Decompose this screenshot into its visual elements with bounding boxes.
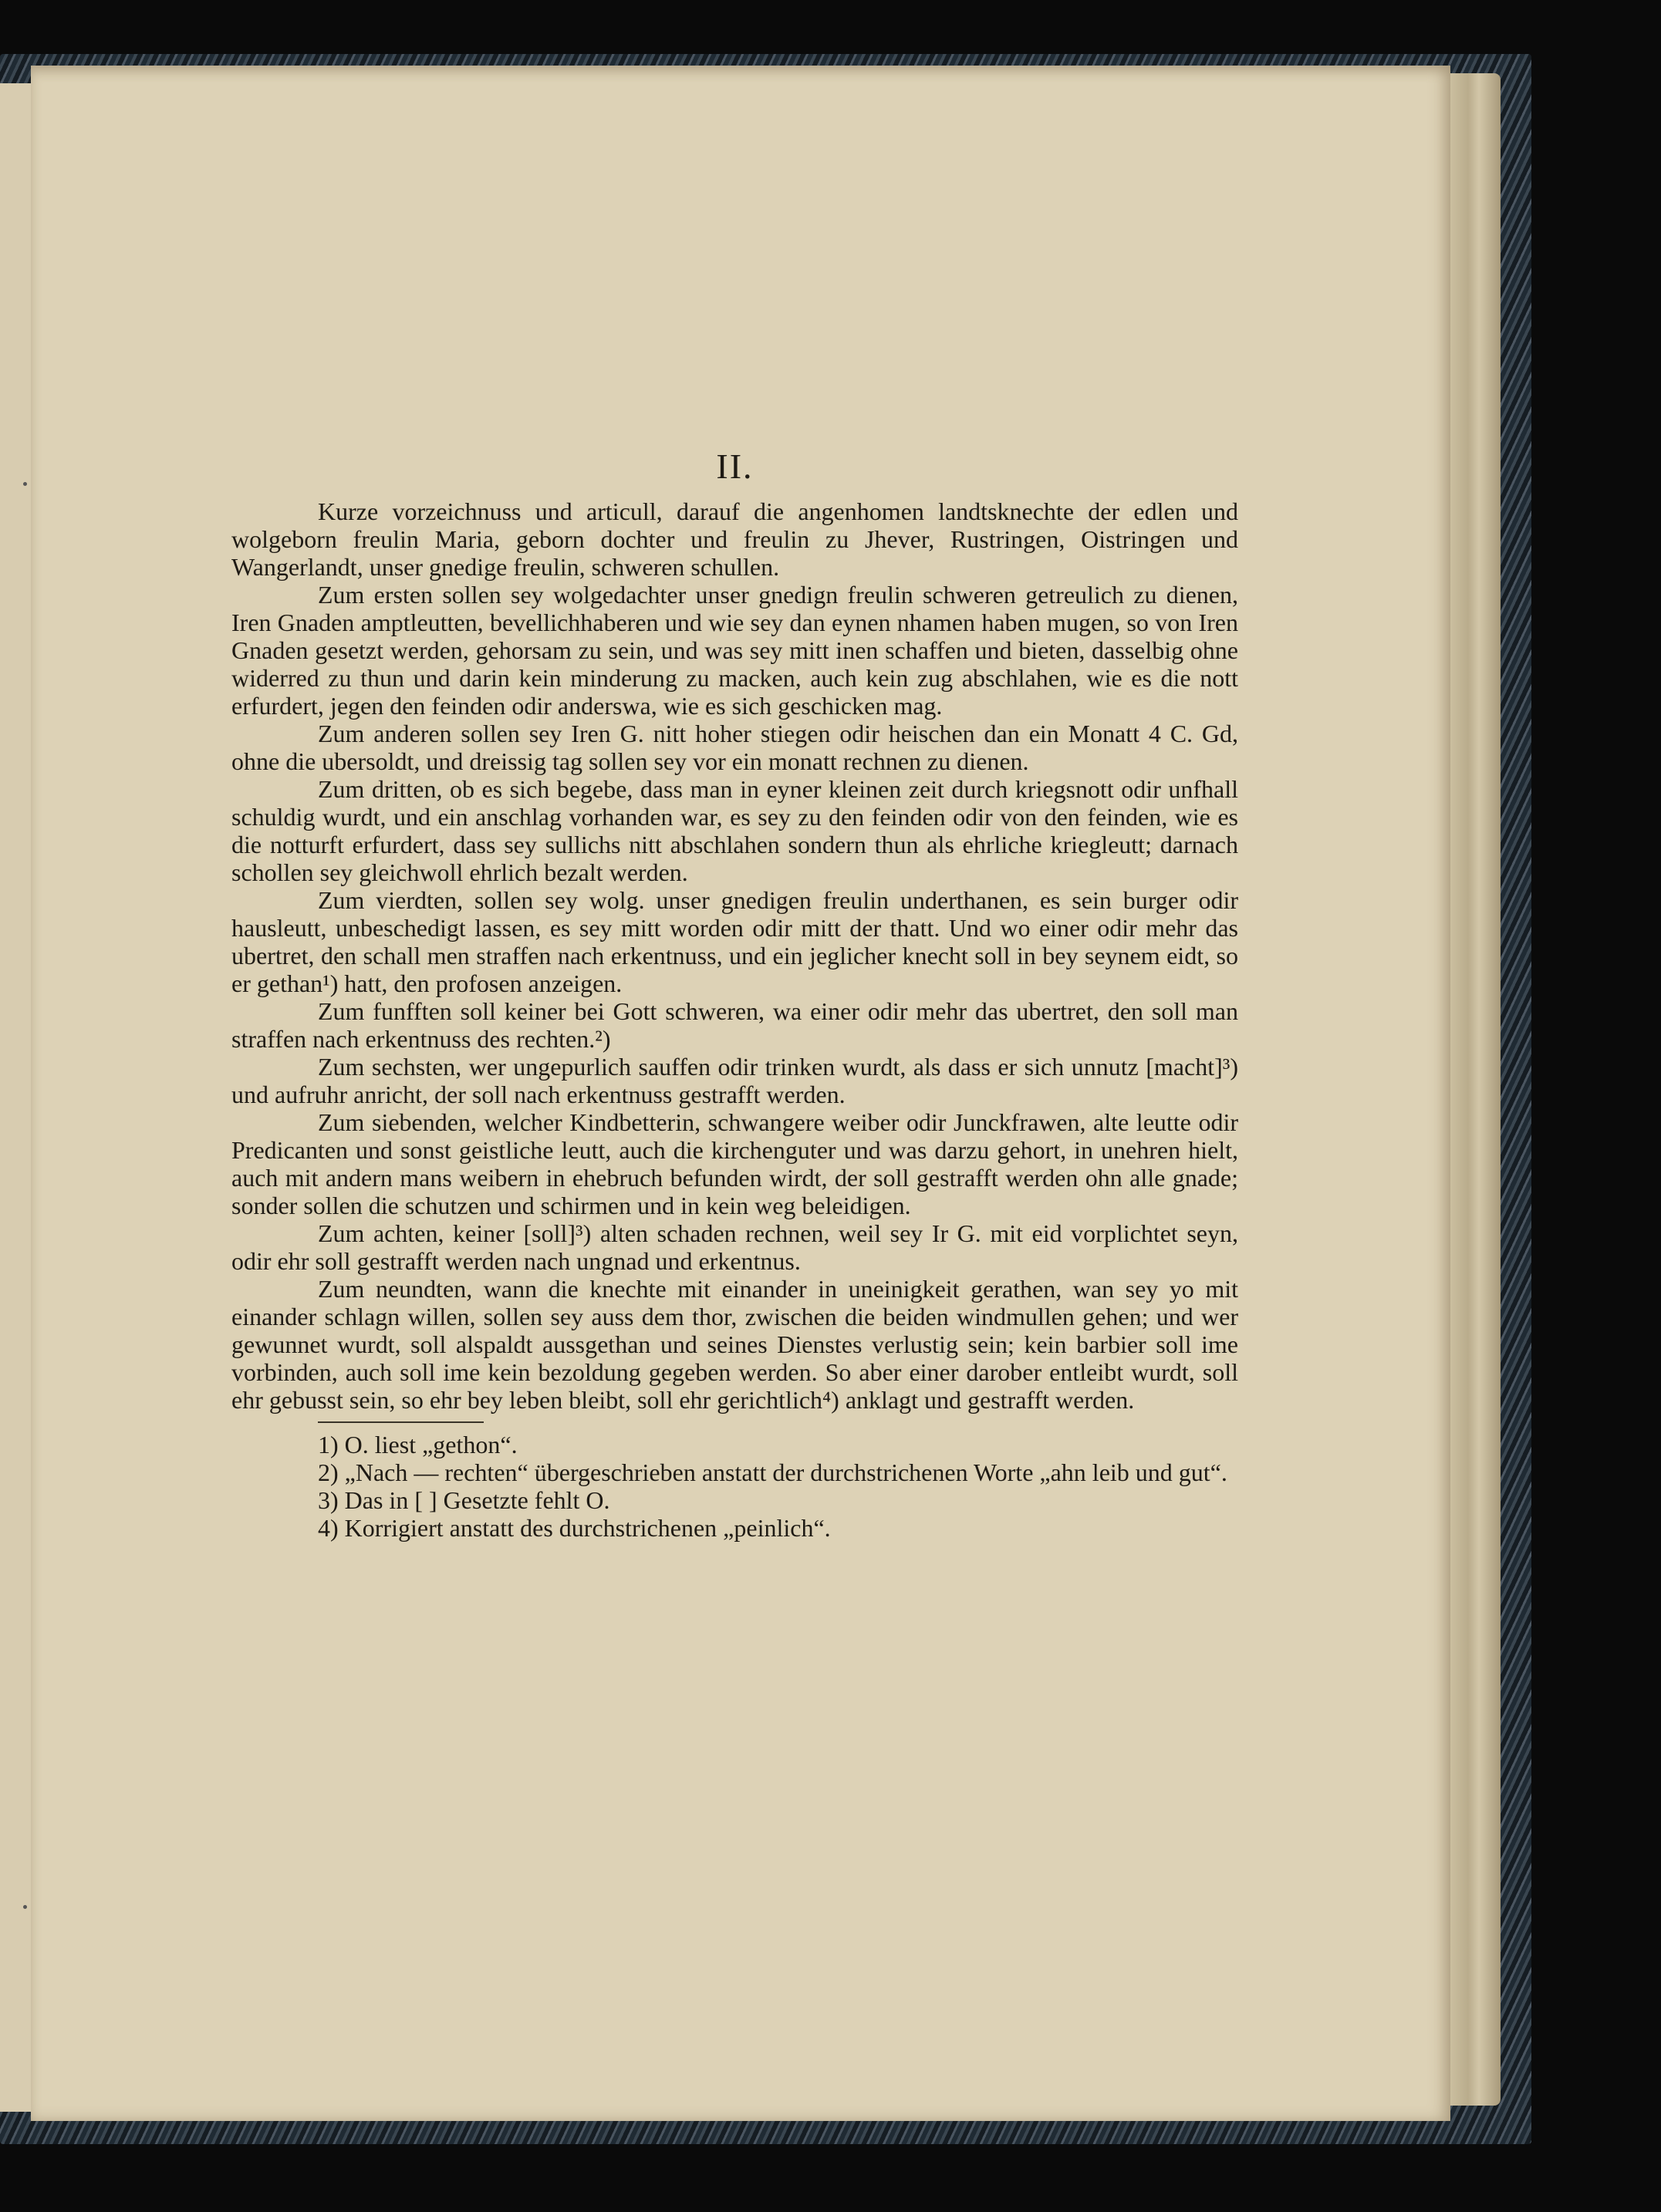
page-text xyxy=(231,443,1238,1542)
footnote: 4) Korrigiert anstatt des durchstrichenen „peinlich“. xyxy=(318,1514,831,1542)
left-page-edge xyxy=(0,83,34,2112)
paragraph: Zum siebenden, welcher Kindbetterin, schwangere weiber odir Junckfrawen, alte leutte odir Predicanten und sonst geistliche leutt, auch die kirchenguter und was darzu gehort, in unehren hielt, auch mit andern mans weibern in ehebruch befunden wirdt, der soll gestrafft werden ohn alle gnade; sonder sollen die schutzen und schirmen und in kein weg beleidigen. xyxy=(231,1108,1238,1219)
paragraph: Zum vierdten, sollen sey wolg. unser gnedigen freulin underthanen, es sein burger odir hausleutt, unbeschedigt lassen, es sey mitt worden odir mitt der thatt. Und wo einer odir mehr das ubertret, den schall men straffen nach erkentnuss, und ein jeglicher knecht soll in bey seynem eidt, so er gethan¹) hatt, den profosen anzeigen. xyxy=(231,886,1238,997)
footnote: 3) Das in [ ] Gesetzte fehlt O. xyxy=(318,1486,610,1514)
section-heading: II. xyxy=(716,447,754,486)
paragraph: Zum dritten, ob es sich begebe, dass man in eyner kleinen zeit durch kriegsnott odir unfhall schuldig wurdt, und ein anschlag vorhanden war, es sey zu den feinden odir von den feinden, wie es die notturft erfurdert, dass sey sullichs nitt abschlahen sondern thun als ehrliche kriegleutt; darnach schollen sey gleichwoll ehrlich bezalt werden. xyxy=(231,775,1238,886)
footnote: 2) „Nach — rechten“ übergeschrieben anstatt der durchstrichenen Worte „ahn leib und gut“. xyxy=(318,1458,1227,1486)
paragraph: Kurze vorzeichnuss und articull, darauf die angenhomen landtsknechte der edlen und wolgeborn freulin Maria, geborn dochter und freulin zu Jhever, Rustringen, Oistringen und Wangerlandt, unser gnedige freulin, schweren schullen. xyxy=(231,497,1238,581)
footnote-divider xyxy=(318,1421,484,1423)
margin-mark xyxy=(23,1905,27,1909)
paragraph: Zum ersten sollen sey wolgedachter unser gnedign freulin schweren getreulich zu dienen, Iren Gnaden amptleutten, bevellichhaberen und wie sey dan eynen nhamen haben mugen, so von Iren Gnaden gesetzt werden, gehorsam zu sein, und was sey mitt inen schaffen und bieten, dasselbig ohne widerred zu thun und darin kein minderung zu macken, auch kein zug abschlahen, wie es die nott erfurdert, jegen den feinden odir anderswa, wie es sich geschicken mag. xyxy=(231,581,1238,720)
page-stack-edge xyxy=(1447,73,1501,2106)
margin-mark xyxy=(23,482,27,486)
paragraph: Zum achten, keiner [soll]³) alten schaden rechnen, weil sey Ir G. mit eid vorplichtet seyn, odir ehr soll gestrafft werden nach ungnad und erkentnus. xyxy=(231,1219,1238,1275)
paragraph: Zum neundten, wann die knechte mit einander in uneinigkeit gerathen, wan sey yo mit einander schlagn willen, sollen sey auss dem thor, zwischen die beiden windmullen gehen; und wer gewunnet wurdt, soll alspaldt aussgethan und seines Dienstes verlustig sein; kein barbier soll ime vorbinden, auch soll ime kein bezoldung gegeben werden. So aber einer darober entleibt wurdt, soll ehr gebusst sein, so ehr bey leben bleibt, soll ehr gerichtlich⁴) anklagt und gestrafft werden. xyxy=(231,1275,1238,1414)
footnote: 1) O. liest „gethon“. xyxy=(318,1431,518,1458)
paragraph: Zum anderen sollen sey Iren G. nitt hoher stiegen odir heischen dan ein Monatt 4 C. Gd, ohne die ubersoldt, und dreissig tag sollen sey vor ein monatt rechnen zu dienen. xyxy=(231,720,1238,775)
paragraph: Zum funfften soll keiner bei Gott schweren, wa einer odir mehr das ubertret, den soll man straffen nach erkentnuss des rechten.²) xyxy=(231,997,1238,1053)
paragraph: Zum sechsten, wer ungepurlich sauffen odir trinken wurdt, als dass er sich unnutz [macht]³) und aufruhr anricht, der soll nach erkentnuss gestrafft werden. xyxy=(231,1053,1238,1108)
